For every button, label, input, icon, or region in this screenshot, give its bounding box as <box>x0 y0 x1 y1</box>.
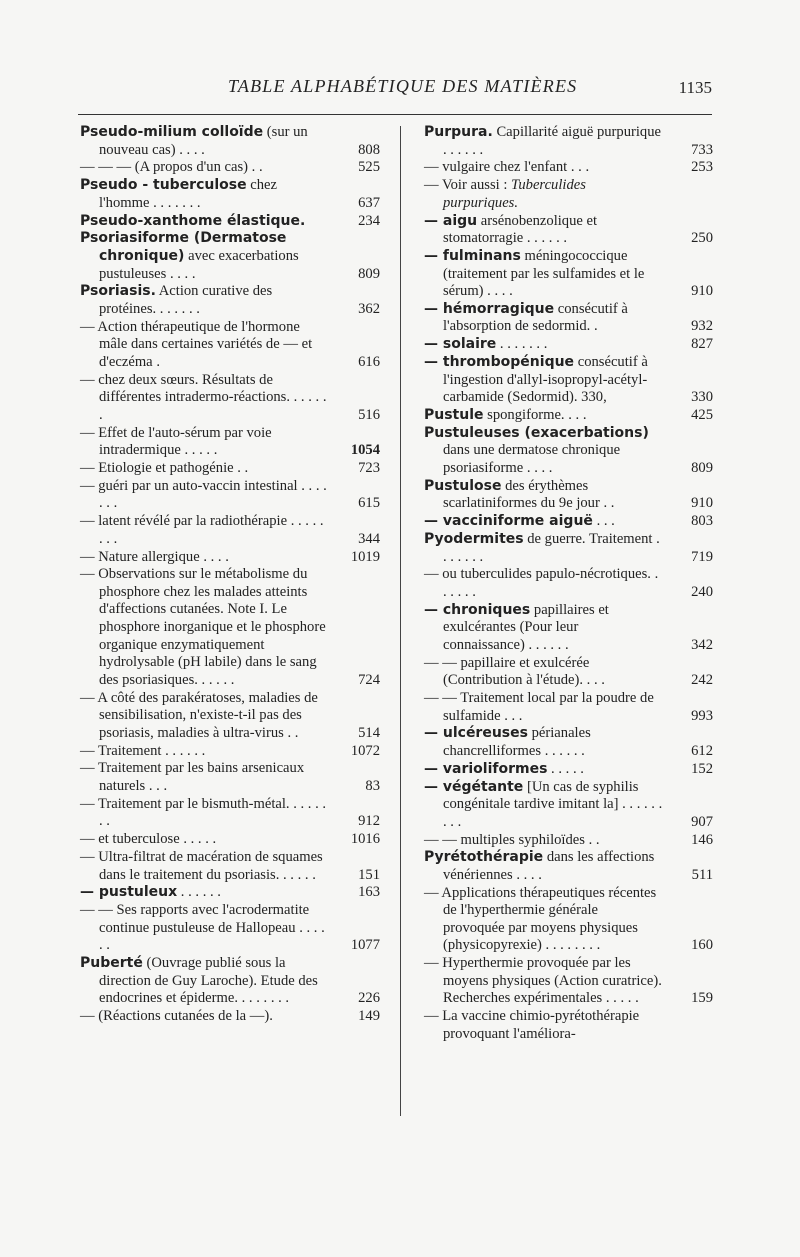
entry-page-number: 362 <box>358 300 380 317</box>
entry-page-number: 615 <box>358 495 380 512</box>
entry-text <box>424 513 663 531</box>
index-entry <box>424 425 713 478</box>
entry-body: dans une dermatose chronique psoriasiforme . . . . <box>443 442 621 476</box>
entry-body: — La vaccine chimio-pyrétothérapie provoquant l'améliora- <box>424 1008 640 1042</box>
entry-body: des érythèmes scarlatiniformes du 9e jour . . <box>443 477 615 512</box>
entry-text <box>80 902 330 955</box>
entry-page-number: 612 <box>691 742 713 759</box>
entry-page-number: 637 <box>358 194 380 211</box>
index-entry <box>424 955 713 1008</box>
entry-body: avec exacerbations pustuleuses . . . . <box>99 247 299 282</box>
entry-text <box>424 566 663 601</box>
entry-text <box>424 478 663 513</box>
entry-page-number: 907 <box>691 813 713 830</box>
index-entry <box>80 884 380 902</box>
entry-text <box>424 213 663 248</box>
entry-text <box>80 743 330 761</box>
entry-text <box>424 1008 663 1043</box>
entry-text <box>80 213 330 231</box>
entry-page-number: 733 <box>691 141 713 158</box>
entry-body: — ou tuberculides papulo-nécrotiques. . . . . . . <box>424 566 659 600</box>
entry-body: — Traitement par le bismuth-métal. . . . . . . . <box>80 795 327 830</box>
entry-text <box>424 690 663 725</box>
index-entry <box>424 159 713 177</box>
entry-body: — Traitement par les bains arsenicaux naturels . . . <box>80 760 305 794</box>
index-entry <box>80 159 380 177</box>
right-column <box>424 124 713 1044</box>
entry-text <box>424 407 663 425</box>
entry-body: Action curative des protéines. . . . . . . <box>99 283 273 317</box>
entry-text <box>424 159 663 177</box>
index-entry <box>80 213 380 231</box>
entry-page-number: 83 <box>365 777 380 794</box>
entry-page-number: 910 <box>691 495 713 512</box>
entry-body: — — Traitement local par la poudre de sulfamide . . . <box>424 690 654 724</box>
entry-page-number: 1072 <box>350 742 380 759</box>
entry-body: — Ultra-filtrat de macération de squames dans le traitement du psoriasis. . . . . . <box>80 848 323 883</box>
entry-heading: — ulcéreuses <box>424 725 528 742</box>
entry-page-number: 163 <box>358 884 380 901</box>
entry-body: spongiforme. . . . <box>483 407 587 423</box>
entry-body: chez l'homme . . . . . . . <box>99 177 277 211</box>
entry-body: — Voir aussi : <box>424 177 512 194</box>
entry-text <box>80 230 330 283</box>
index-entry <box>80 283 380 318</box>
entry-body: dans les affections vénériennes . . . . <box>443 849 655 883</box>
index-entry <box>424 690 713 725</box>
index-entry <box>424 725 713 760</box>
entry-body: — Etiologie et pathogénie . . <box>80 459 249 476</box>
index-entry <box>424 602 713 655</box>
entry-text <box>424 885 663 955</box>
entry-page-number: 803 <box>691 513 713 530</box>
index-entry <box>424 566 713 601</box>
entry-page-number: 809 <box>358 265 380 282</box>
index-entry <box>80 955 380 1008</box>
index-entry <box>424 124 713 159</box>
entry-page-number: 724 <box>358 671 380 688</box>
entry-page-number: 719 <box>691 548 713 565</box>
entry-page-number: 425 <box>691 407 713 423</box>
index-entry <box>424 849 713 884</box>
entry-page-number: 1016 <box>350 831 380 848</box>
index-entry <box>80 230 380 283</box>
index-entry <box>80 425 380 460</box>
entry-text <box>80 124 330 159</box>
entry-page-number: 253 <box>691 159 713 176</box>
entry-page-number: 159 <box>691 990 713 1007</box>
entry-text <box>80 319 330 372</box>
entry-text <box>80 849 330 884</box>
entry-text <box>80 796 330 831</box>
entry-heading: — chroniques <box>424 601 531 618</box>
left-column <box>80 124 380 1026</box>
entry-text <box>424 301 663 336</box>
index-entry <box>80 831 380 849</box>
entry-body: — — multiples syphiloïdes . . <box>424 831 600 848</box>
index-entry <box>424 336 713 354</box>
index-entry <box>80 796 380 831</box>
entry-body: consécutif à l'ingestion d'allyl-isopropyl-acétyl-carbamide (Sedormid). 330, <box>443 354 648 406</box>
index-entry <box>80 760 380 795</box>
entry-text <box>80 425 330 460</box>
entry-text <box>80 159 330 177</box>
index-entry <box>424 213 713 248</box>
entry-text <box>80 460 330 478</box>
entry-crossref: Tuberculides purpuriques. <box>443 177 586 211</box>
entry-heading: — varioliformes <box>424 760 548 777</box>
index-entry <box>424 761 713 779</box>
entry-body: — vulgaire chez l'enfant . . . <box>424 159 590 176</box>
entry-heading: Pustulose <box>424 477 502 494</box>
entry-page-number: 242 <box>691 672 713 689</box>
index-entry <box>424 655 713 690</box>
entry-body: — chez deux sœurs. Résultats de différentes intradermo-réactions. . . . . . . <box>80 371 327 423</box>
entry-text <box>424 725 663 760</box>
index-entry <box>80 549 380 567</box>
entry-body: — Observations sur le métabolisme du phosphore chez les malades atteints d'affections cutanées. Note I. Le phosphore inorganique et le phosphore organique enzymatiquement hydrolysable (pH labile) dans le sang des psoriasiques. . . . . . <box>80 566 326 688</box>
entry-body: papillaires et exulcérantes (Pour leur connaissance) . . . . . . <box>443 601 609 653</box>
entry-heading: Pustule <box>424 407 484 423</box>
entry-heading: Pyrétothérapie <box>424 849 544 866</box>
page-number: 1135 <box>678 78 712 97</box>
entry-text <box>424 849 663 884</box>
entry-body: périanales chancrelliformes . . . . . . <box>443 725 591 759</box>
entry-heading: — vacciniforme aiguë <box>424 513 593 530</box>
entry-page-number: 234 <box>358 212 380 229</box>
entry-page-number: 808 <box>358 141 380 158</box>
entry-heading: Pseudo - tuberculose <box>80 177 247 194</box>
entry-heading: — pustuleux <box>80 884 178 901</box>
entry-text <box>80 831 330 849</box>
entry-text <box>80 566 330 689</box>
running-header <box>80 72 712 104</box>
entry-text <box>424 248 663 301</box>
entry-body: — Traitement . . . . . . <box>80 742 206 759</box>
entry-page-number: 809 <box>691 459 713 476</box>
entry-heading: — solaire <box>424 336 497 353</box>
entry-page-number: 344 <box>358 530 380 547</box>
entry-body: de guerre. Traitement . . . . . . . <box>443 530 660 565</box>
index-entry <box>80 1008 380 1026</box>
index-entry <box>424 779 713 832</box>
entry-body: — latent révélé par la radiothérapie . . . . . . . . <box>80 513 324 547</box>
index-entry <box>80 513 380 548</box>
index-entry <box>424 1008 713 1043</box>
entry-body: — et tuberculose . . . . . <box>80 831 217 848</box>
entry-heading: Purpura. <box>424 124 493 140</box>
entry-page-number: 342 <box>691 636 713 653</box>
index-entry <box>80 124 380 159</box>
index-entry <box>80 372 380 425</box>
entry-body: — — — (A propos d'un cas) . . <box>80 159 263 176</box>
index-entry <box>424 832 713 850</box>
entry-page-number: 616 <box>358 353 380 370</box>
entry-body: — Applications thérapeutiques récentes de l'hyperthermie générale provoquée par moyens physiques (physicopyrexie) . . . . . . . . <box>424 884 657 954</box>
entry-heading: — hémorragique <box>424 300 555 317</box>
entry-page-number: 250 <box>691 230 713 247</box>
index-entry <box>424 407 713 425</box>
entry-text <box>424 425 663 478</box>
entry-page-number: 912 <box>358 813 380 830</box>
entry-page-number: 827 <box>691 336 713 353</box>
entry-text <box>80 513 330 548</box>
index-entry <box>80 478 380 513</box>
entry-body: — — papillaire et exulcérée (Contribution à l'étude). . . . <box>424 654 605 689</box>
entry-page-number: 1077 <box>350 937 380 954</box>
entry-body: [Un cas de syphilis congénitale tardive imitant la] . . . . . . . . . <box>443 778 663 830</box>
entry-heading: Puberté <box>80 955 143 972</box>
entry-text <box>80 177 330 212</box>
entry-body: — Nature allergique . . . . <box>80 548 229 565</box>
index-entry <box>424 177 713 212</box>
entry-heading: Pustuleuses (exacerbations) <box>424 424 649 441</box>
index-entry <box>80 743 380 761</box>
entry-page-number: 330 <box>691 389 713 406</box>
index-entry <box>424 248 713 301</box>
index-entry <box>80 460 380 478</box>
entry-heading: — aigu <box>424 212 478 229</box>
entry-text <box>80 1008 330 1026</box>
entry-text <box>80 478 330 513</box>
index-entry <box>424 301 713 336</box>
entry-heading: — thrombopénique <box>424 354 575 371</box>
entry-body: consécutif à l'absorption de sedormid. . <box>443 300 628 335</box>
entry-page-number: 910 <box>691 283 713 300</box>
entry-text <box>80 760 330 795</box>
entry-body: — Effet de l'auto-sérum par voie intradermique . . . . . <box>80 424 272 459</box>
header-rule <box>78 114 712 115</box>
entry-page-number: 226 <box>358 990 380 1007</box>
entry-page-number: 160 <box>691 937 713 954</box>
entry-heading: Psoriasis. <box>80 283 156 300</box>
entry-body: (Ouvrage publié sous la direction de Guy Laroche). Etude des endocrines et épiderme. . . . . . . . <box>99 955 318 1007</box>
entry-heading: Psoriasiforme (Dermatose chronique) <box>80 230 287 264</box>
entry-heading: Pyodermites <box>424 530 524 547</box>
entry-body: (sur un nouveau cas) . . . . <box>99 124 308 158</box>
entry-text <box>424 602 663 655</box>
index-entry <box>80 177 380 212</box>
entry-page-number: 146 <box>691 831 713 848</box>
index-entry <box>424 478 713 513</box>
entry-text <box>80 690 330 743</box>
entry-text <box>424 779 663 832</box>
entry-page-number: 151 <box>358 866 380 883</box>
entry-body: — — Ses rapports avec l'acrodermatite continue pustuleuse de Hallopeau . . . . . . <box>80 902 325 954</box>
entry-body: — A côté des parakératoses, maladies de sensibilisation, n'existe-t-il pas des psoriasis, maladies à ultra-virus . . <box>80 689 318 741</box>
entry-text <box>424 177 663 212</box>
index-entry <box>80 902 380 955</box>
index-entry <box>80 849 380 884</box>
entry-page-number: 993 <box>691 707 713 724</box>
entry-page-number: 514 <box>358 724 380 741</box>
entry-text <box>424 354 663 407</box>
entry-page-number: 152 <box>691 760 713 777</box>
entry-heading: — végétante <box>424 778 524 795</box>
entry-text <box>424 124 663 159</box>
header-title: TABLE ALPHABÉTIQUE DES MATIÈRES <box>228 76 578 96</box>
entry-text <box>80 955 330 1008</box>
entry-page-number: 1054 <box>350 442 380 459</box>
entry-text <box>80 549 330 567</box>
entry-page-number: 1019 <box>350 548 380 565</box>
entry-page-number: 516 <box>358 406 380 423</box>
entry-body: . . . . . . . <box>496 336 548 353</box>
entry-heading: Pseudo-xanthome élastique. <box>80 212 306 229</box>
entry-body: . . . . . <box>547 760 584 777</box>
entry-text <box>80 283 330 318</box>
entry-page-number: 723 <box>358 459 380 476</box>
entry-text <box>424 531 663 566</box>
entry-text <box>80 884 330 902</box>
entry-body: — Hyperthermie provoquée par les moyens physiques (Action curatrice). Recherches expérimentales . . . . . <box>424 955 662 1007</box>
entry-body: . . . . . . <box>177 884 221 901</box>
entry-text <box>80 372 330 425</box>
entry-body: Capillarité aiguë purpurique . . . . . . <box>443 124 661 158</box>
index-entry <box>424 531 713 566</box>
index-entry <box>80 690 380 743</box>
entry-text <box>424 336 663 354</box>
column-divider <box>400 126 401 1116</box>
entry-text <box>424 761 663 779</box>
entry-body: — Action thérapeutique de l'hormone mâle dans certaines variétés de — et d'eczéma . <box>80 318 313 370</box>
entry-body: méningococcique (traitement par les sulfamides et le sérum) . . . . <box>443 247 645 300</box>
index-entry <box>424 885 713 955</box>
entry-page-number: 149 <box>358 1008 380 1024</box>
entry-text <box>424 955 663 1008</box>
entry-text <box>424 655 663 690</box>
entry-page-number: 525 <box>358 159 380 176</box>
index-entry <box>80 319 380 372</box>
entry-page-number: 240 <box>691 583 713 600</box>
index-entry <box>80 566 380 689</box>
entry-text <box>424 832 663 850</box>
entry-heading: Pseudo-milium colloïde <box>80 124 264 140</box>
index-entry <box>424 513 713 531</box>
entry-page-number: 511 <box>691 866 713 883</box>
entry-body: — (Réactions cutanées de la —). <box>80 1008 273 1024</box>
entry-page-number: 932 <box>691 318 713 335</box>
entry-body: — guéri par un auto-vaccin intestinal . . . . . . . <box>80 477 327 512</box>
entry-body: . . . <box>592 513 615 530</box>
entry-heading: — fulminans <box>424 247 521 264</box>
index-entry <box>424 354 713 407</box>
entry-body: arsénobenzolique et stomatorragie . . . . . . <box>443 212 598 247</box>
